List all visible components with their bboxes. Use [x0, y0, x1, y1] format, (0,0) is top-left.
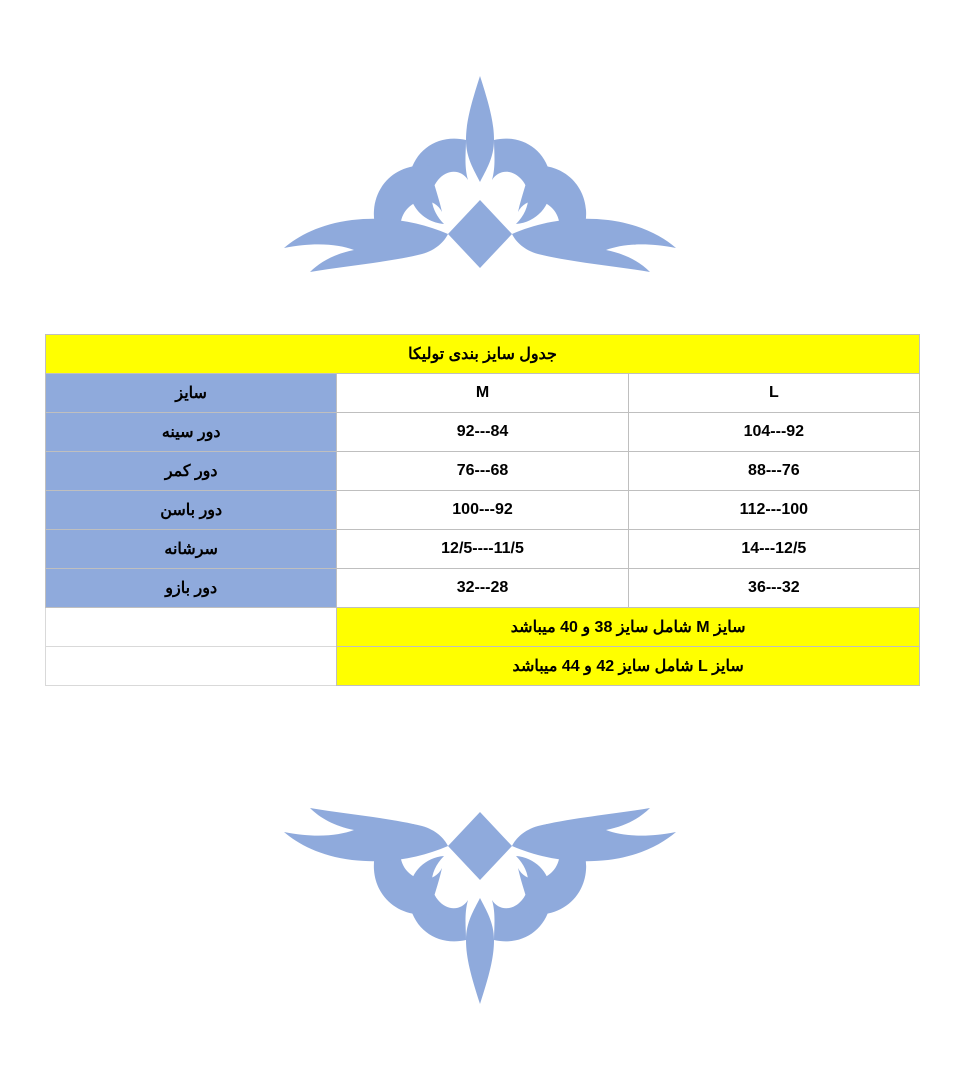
table-row [46, 413, 920, 452]
note-size-m: سایز M شامل سایز 38 و 40 میباشد [337, 608, 920, 647]
note-row [46, 608, 920, 647]
row-label-bust: دور سینه [46, 413, 337, 452]
row-label-waist: دور کمر [46, 452, 337, 491]
table-title: جدول سایز بندی تولیکا [46, 335, 920, 374]
row-label-arm: دور بازو [46, 569, 337, 608]
column-header-l: L [628, 374, 919, 413]
note-row-blank-cell [46, 647, 337, 686]
cell-l-shoulder: 12/5---14 [628, 530, 919, 569]
cell-m-bust: 84---92 [337, 413, 628, 452]
size-chart-table [45, 334, 920, 686]
row-label-shoulder: سرشانه [46, 530, 337, 569]
cell-m-arm: 28---32 [337, 569, 628, 608]
cell-m-waist: 68---76 [337, 452, 628, 491]
cell-m-shoulder: 11/5----12/5 [337, 530, 628, 569]
fleur-de-lis-ornament-bottom [0, 770, 959, 1020]
table-title-row [46, 335, 920, 374]
table-header-row [46, 374, 920, 413]
cell-l-bust: 92---104 [628, 413, 919, 452]
table-row [46, 452, 920, 491]
fleur-de-lis-ornament-top [0, 60, 959, 310]
note-row [46, 647, 920, 686]
note-row-blank-cell [46, 608, 337, 647]
cell-l-waist: 76---88 [628, 452, 919, 491]
table-row [46, 569, 920, 608]
table-row [46, 491, 920, 530]
table-row [46, 530, 920, 569]
cell-l-arm: 32---36 [628, 569, 919, 608]
column-header-m: M [337, 374, 628, 413]
note-size-l: سایز L شامل سایز 42 و 44 میباشد [337, 647, 920, 686]
column-header-size: سایز [46, 374, 337, 413]
cell-l-hip: 100---112 [628, 491, 919, 530]
row-label-hip: دور باسن [46, 491, 337, 530]
cell-m-hip: 92---100 [337, 491, 628, 530]
size-chart-container [45, 334, 920, 686]
